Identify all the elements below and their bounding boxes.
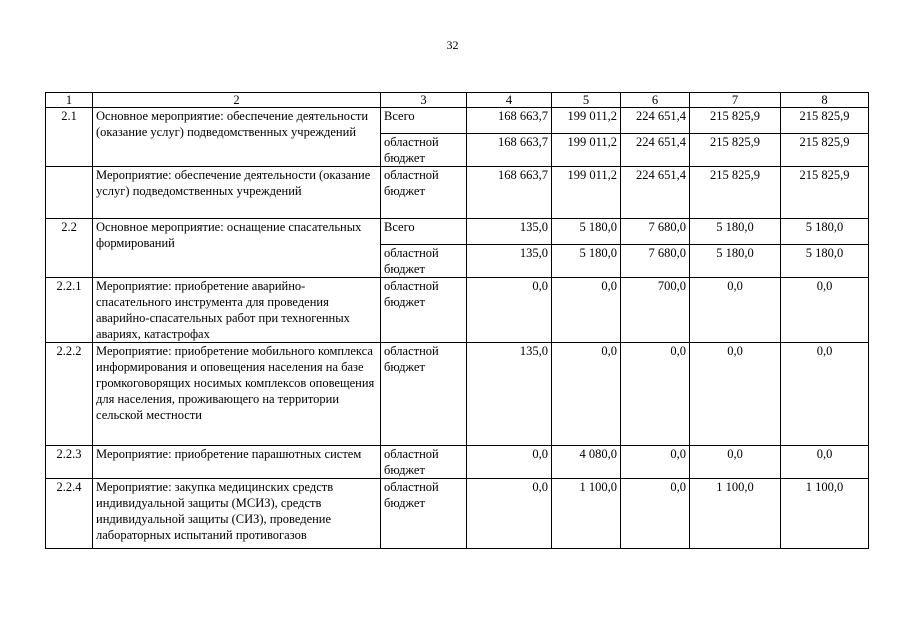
- amount-cell: 4 080,0: [552, 446, 621, 479]
- funding-source: областной бюджет: [381, 245, 467, 278]
- amount-cell: 7 680,0: [621, 219, 690, 245]
- table-row: [46, 108, 869, 134]
- amount-cell: 215 825,9: [781, 167, 869, 219]
- page-number: 32: [446, 38, 459, 52]
- amount-cell: 5 180,0: [781, 219, 869, 245]
- amount-cell: 168 663,7: [467, 167, 552, 219]
- activity-description: Мероприятие: закупка медицинских средств индивидуальной защиты (МСИЗ), средств индивидуальной защиты (СИЗ), проведение лабораторных испытаний противогазов: [93, 479, 381, 549]
- amount-cell: 168 663,7: [467, 134, 552, 167]
- funding-source: областной бюджет: [381, 479, 467, 549]
- amount-cell: 135,0: [467, 343, 552, 446]
- amount-cell: 224 651,4: [621, 167, 690, 219]
- amount-cell: 1 100,0: [552, 479, 621, 549]
- funding-source: областной бюджет: [381, 446, 467, 479]
- amount-cell: 0,0: [781, 278, 869, 343]
- amount-cell: 0,0: [467, 278, 552, 343]
- header-cell: 1: [46, 93, 93, 108]
- row-number: [46, 167, 93, 219]
- row-number: 2.2.2: [46, 343, 93, 446]
- table-row: [46, 278, 869, 343]
- amount-cell: 215 825,9: [690, 167, 781, 219]
- funding-source: областной бюджет: [381, 343, 467, 446]
- amount-cell: 5 180,0: [552, 245, 621, 278]
- amount-cell: 5 180,0: [781, 245, 869, 278]
- amount-cell: 215 825,9: [690, 134, 781, 167]
- table-row: [46, 167, 869, 219]
- amount-cell: 5 180,0: [690, 219, 781, 245]
- header-cell: 4: [467, 93, 552, 108]
- table-row: [46, 219, 869, 245]
- amount-cell: 0,0: [552, 343, 621, 446]
- activity-description: Мероприятие: приобретение мобильного комплекса информирования и оповещения населения на базе громкоговорящих носимых комплексов оповещения для населения, проживающего на территории сельской местности: [93, 343, 381, 446]
- amount-cell: 0,0: [690, 278, 781, 343]
- activity-description: Мероприятие: приобретение парашютных систем: [93, 446, 381, 479]
- table-row: [46, 446, 869, 479]
- header-cell: 7: [690, 93, 781, 108]
- amount-cell: 168 663,7: [467, 108, 552, 134]
- amount-cell: 199 011,2: [552, 134, 621, 167]
- activity-description: Мероприятие: обеспечение деятельности (оказание услуг) подведомственных учреждений: [93, 167, 381, 219]
- amount-cell: 215 825,9: [781, 134, 869, 167]
- activity-description: Мероприятие: приобретение аварийно-спасательного инструмента для проведения аварийно-спасательных работ при техногенных авариях, катастрофах: [93, 278, 381, 343]
- amount-cell: 224 651,4: [621, 108, 690, 134]
- amount-cell: 0,0: [781, 343, 869, 446]
- header-cell: 3: [381, 93, 467, 108]
- funding-source: Всего: [381, 108, 467, 134]
- table-row: [46, 343, 869, 446]
- amount-cell: 215 825,9: [781, 108, 869, 134]
- amount-cell: 215 825,9: [690, 108, 781, 134]
- funding-source: областной бюджет: [381, 278, 467, 343]
- amount-cell: 0,0: [552, 278, 621, 343]
- amount-cell: 1 100,0: [690, 479, 781, 549]
- funding-source: областной бюджет: [381, 167, 467, 219]
- header-cell: 5: [552, 93, 621, 108]
- header-cell: 2: [93, 93, 381, 108]
- table-row: [46, 479, 869, 549]
- row-number: 2.2.4: [46, 479, 93, 549]
- funding-source: Всего: [381, 219, 467, 245]
- header-cell: 6: [621, 93, 690, 108]
- amount-cell: 0,0: [621, 479, 690, 549]
- amount-cell: 224 651,4: [621, 134, 690, 167]
- amount-cell: 7 680,0: [621, 245, 690, 278]
- amount-cell: 0,0: [690, 446, 781, 479]
- funding-source: областной бюджет: [381, 134, 467, 167]
- row-number: 2.2.3: [46, 446, 93, 479]
- amount-cell: 0,0: [621, 343, 690, 446]
- amount-cell: 0,0: [467, 446, 552, 479]
- row-number: 2.2.1: [46, 278, 93, 343]
- row-number: 2.1: [46, 108, 93, 167]
- header-row: [46, 93, 869, 108]
- amount-cell: 0,0: [690, 343, 781, 446]
- amount-cell: 0,0: [621, 446, 690, 479]
- amount-cell: 5 180,0: [690, 245, 781, 278]
- amount-cell: 0,0: [781, 446, 869, 479]
- amount-cell: 700,0: [621, 278, 690, 343]
- amount-cell: 1 100,0: [781, 479, 869, 549]
- header-cell: 8: [781, 93, 869, 108]
- amount-cell: 5 180,0: [552, 219, 621, 245]
- activity-description: Основное мероприятие: обеспечение деятельности (оказание услуг) подведомственных учреждений: [93, 108, 381, 167]
- amount-cell: 199 011,2: [552, 167, 621, 219]
- amount-cell: 135,0: [467, 219, 552, 245]
- row-number: 2.2: [46, 219, 93, 278]
- activity-description: Основное мероприятие: оснащение спасательных формирований: [93, 219, 381, 278]
- budget-table: [45, 92, 869, 549]
- amount-cell: 135,0: [467, 245, 552, 278]
- amount-cell: 199 011,2: [552, 108, 621, 134]
- amount-cell: 0,0: [467, 479, 552, 549]
